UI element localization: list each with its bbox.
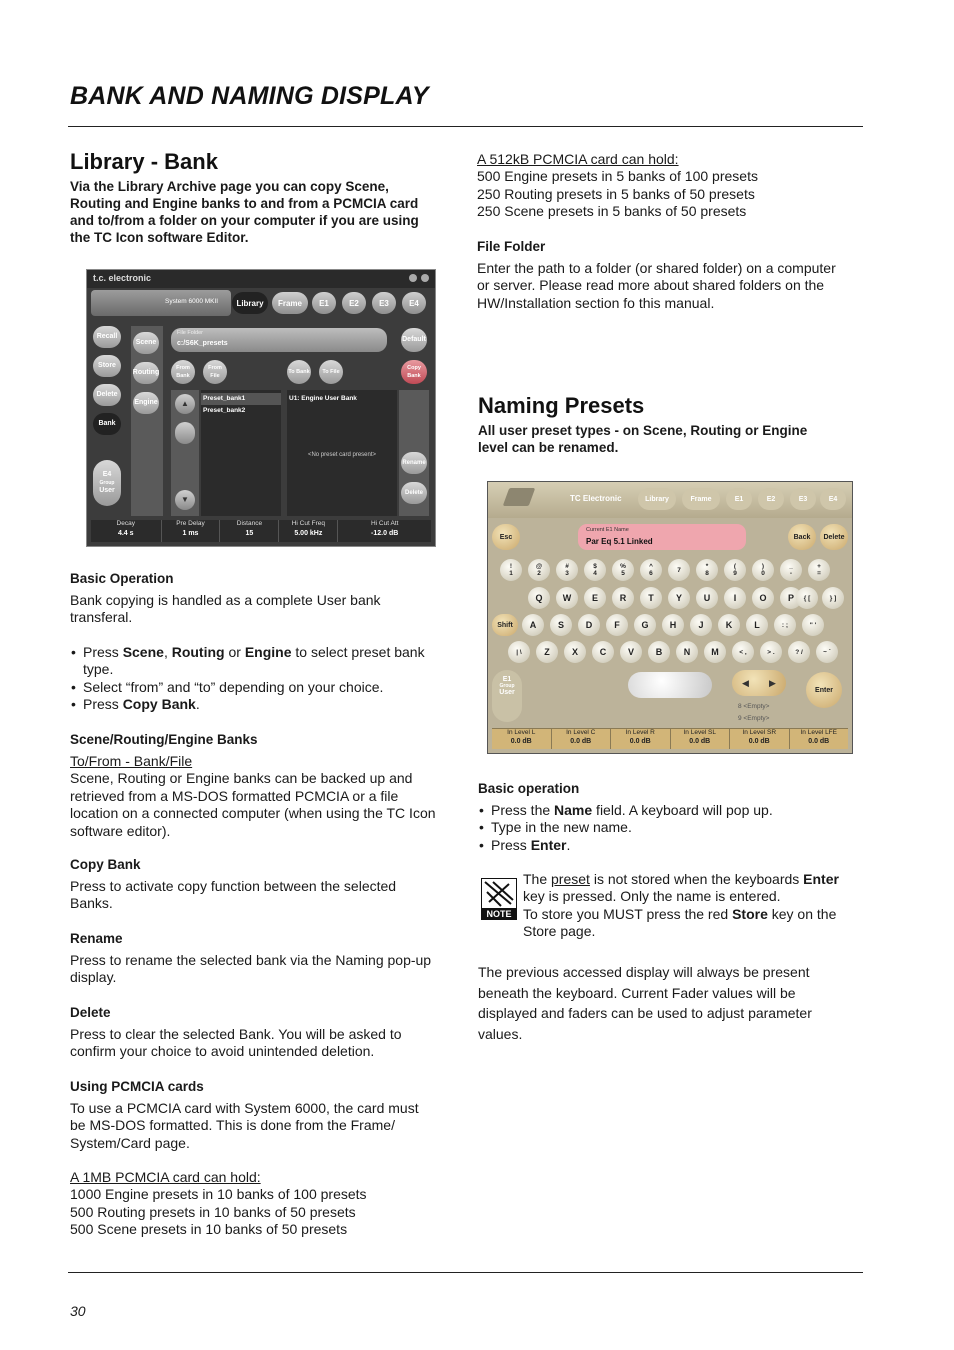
target-bank-label: U1: Engine User Bank (289, 395, 357, 402)
param-cell[interactable]: In Level SL 0.0 dB (671, 729, 731, 749)
brand-label: TC Electronic (570, 494, 622, 503)
note-text: The preset is not stored when the keyboards Enter key is pressed. Only the name is entered. To store you MUST press the red Store key on the Store page. (523, 871, 839, 940)
scroll-down-icon[interactable]: ▼ (175, 490, 195, 510)
page-number: 30 (70, 1303, 86, 1319)
arrow-right-icon[interactable]: ▶ (769, 677, 776, 688)
minimize-icon[interactable] (409, 274, 417, 282)
pcmcia-512kb-capacity: A 512kB PCMCIA card can hold: 500 Engine presets in 5 banks of 100 presets 250 Routing presets in 5 banks of 50 presets 250 Scene presets in 5 banks of 50 presets (477, 151, 758, 220)
key-q[interactable]: Q (528, 587, 550, 609)
key-k[interactable]: K (718, 614, 740, 636)
file-folder-field[interactable]: File Folder c:/S6K_presets (171, 328, 387, 352)
key-b[interactable]: B (648, 641, 670, 663)
file-folder-value: c:/S6K_presets (177, 340, 228, 347)
key[interactable]: _ - (780, 559, 802, 581)
delete-heading: Delete (70, 1005, 111, 1020)
key-z[interactable]: Z (536, 641, 558, 663)
key[interactable]: 7 (668, 559, 690, 581)
param-cell[interactable]: In Level SR 0.0 dB (730, 729, 790, 749)
rename-heading: Rename (70, 931, 123, 946)
param-cell[interactable]: In Level LFE 0.0 dB (800, 729, 837, 745)
delete-text: Press to clear the selected Bank. You will be asked to confirm your choice to avoid unintended deletion. (70, 1026, 402, 1060)
param-cell[interactable]: In Level L 0.0 dB (492, 729, 552, 749)
key-slash[interactable]: ? / (788, 641, 810, 663)
key-period[interactable]: > . (760, 641, 782, 663)
key-v[interactable]: V (620, 641, 642, 663)
key[interactable]: ) 0 (752, 559, 774, 581)
key-m[interactable]: M (704, 641, 726, 663)
system-name: System 6000 MKII (165, 298, 219, 305)
scroll-thumb[interactable] (175, 422, 195, 444)
key-bracket-close[interactable]: } ] (822, 587, 844, 609)
key-tilde[interactable]: ~ ` (816, 641, 838, 663)
key-x[interactable]: X (564, 641, 586, 663)
screenshot-titlebar (87, 270, 435, 288)
key[interactable]: ( 9 (724, 559, 746, 581)
library-bank-title: Library - Bank (70, 149, 218, 174)
key[interactable]: ! 1 (500, 559, 522, 581)
basic-operation-text: Bank copying is handled as a complete User bank transferal. (70, 592, 381, 626)
to-file-button[interactable]: To File (319, 360, 343, 384)
key-i[interactable]: I (724, 587, 746, 609)
close-icon[interactable] (421, 274, 429, 282)
list-item[interactable]: Preset_bank2 (203, 407, 246, 414)
back-button[interactable]: Back (788, 524, 816, 550)
footer-rule (68, 1272, 863, 1273)
scroll-up-icon[interactable]: ▲ (175, 394, 195, 414)
key-comma[interactable]: < , (732, 641, 754, 663)
brand-logo: t.c. electronic (93, 273, 152, 283)
key[interactable]: @ 2 (528, 559, 550, 581)
cursor-arrows[interactable] (732, 670, 786, 696)
tab-e4[interactable]: E4 (820, 488, 846, 510)
key-l[interactable]: L (746, 614, 768, 636)
tab-e2[interactable]: E2 (342, 292, 366, 314)
engine-button[interactable]: Engine (133, 392, 159, 414)
key-j[interactable]: J (690, 614, 712, 636)
tab-e4[interactable]: E4 (402, 292, 426, 314)
delete-button[interactable]: Delete (93, 384, 121, 406)
list-item[interactable]: Preset_bank1 (201, 393, 281, 405)
key-r[interactable]: R (612, 587, 634, 609)
name-field-value: Par Eq 5.1 Linked (586, 537, 653, 546)
library-bank-lead: Via the Library Archive page you can copy Scene, Routing and Engine banks to and from a PCMCIA card and to/from a folder on your computer if you are using the TC Icon software Editor. (70, 179, 419, 245)
naming-presets-lead: All user preset types - on Scene, Routing or Engine level can be renamed. (478, 423, 808, 455)
list-item: • Press Scene, Routing or Engine to select preset bank (70, 644, 460, 661)
param-cell[interactable]: In Level R 0.0 dB (611, 729, 671, 749)
param-cell[interactable]: In Level C 0.0 dB (552, 729, 612, 749)
pcmcia-heading: Using PCMCIA cards (70, 1079, 204, 1094)
routing-button[interactable]: Routing (133, 362, 159, 384)
key-w[interactable]: W (556, 587, 578, 609)
copy-bank-heading: Copy Bank (70, 857, 141, 872)
system-header (91, 290, 231, 316)
scene-button[interactable]: Scene (133, 332, 159, 354)
from-file-button[interactable]: From File (203, 360, 227, 384)
key[interactable]: * 8 (696, 559, 718, 581)
group-selector[interactable]: E1 Group User (492, 670, 522, 722)
pcmcia-1mb-capacity: A 1MB PCMCIA card can hold: 1000 Engine presets in 10 banks of 100 presets 500 Routing presets in 10 banks of 50 presets 500 Scene presets in 10 banks of 50 presets (70, 1169, 367, 1238)
key[interactable]: + = (808, 559, 830, 581)
closing-text: The previous accessed display will always be present beneath the keyboard. Current Fader values will be displayed and faders can be used to adjust parameter values. (478, 964, 812, 1042)
pcmcia-text: To use a PCMCIA card with System 6000, the card must be MS-DOS formatted. This is done from the Frame/ System/Card page. (70, 1100, 419, 1151)
param-cell[interactable]: Pre Delay 1 ms (162, 520, 221, 542)
tab-frame[interactable]: Frame (272, 292, 308, 314)
device-icon (503, 488, 536, 506)
param-cell[interactable]: Hi Cut Att -12.0 dB (370, 520, 399, 537)
page-title: BANK AND NAMING DISPLAY (70, 82, 429, 110)
key[interactable]: $ 4 (584, 559, 606, 581)
key-h[interactable]: H (662, 614, 684, 636)
list-item: • Select “from” and “to” depending on your choice. (70, 679, 460, 696)
shift-button[interactable]: Shift (492, 614, 518, 636)
type-panel (131, 326, 163, 516)
basic-operation-heading: Basic Operation (70, 571, 174, 586)
key[interactable]: % 5 (612, 559, 634, 581)
store-button[interactable]: Store (93, 355, 121, 377)
key-f[interactable]: F (606, 614, 628, 636)
naming-presets-title: Naming Presets (478, 393, 645, 418)
key-semicolon[interactable]: : ; (774, 614, 796, 636)
key-d[interactable]: D (578, 614, 600, 636)
naming-basic-operation-list (478, 802, 858, 854)
key-c[interactable]: C (592, 641, 614, 663)
list-item: • Type in the new name. (478, 819, 858, 836)
name-field-label: Current E1 Name (586, 527, 629, 533)
key-p[interactable]: P (780, 587, 802, 609)
preset-list (201, 390, 281, 516)
target-bank-list (287, 390, 397, 516)
copy-bank-button[interactable]: Copy Bank (401, 360, 427, 384)
list-item: • Press the Name field. A keyboard will pop up. (478, 802, 858, 819)
banks-heading: Scene/Routing/Engine Banks (70, 732, 258, 747)
copy-bank-text: Press to activate copy function between the selected Banks. (70, 878, 397, 912)
parameter-bar (91, 520, 431, 542)
key[interactable]: # 3 (556, 559, 578, 581)
basic-operation-list (70, 644, 460, 714)
keyboard-screenshot (487, 481, 853, 754)
note-icon (481, 878, 517, 920)
list-item: • Press Enter. (478, 837, 858, 854)
list-item: • Press Copy Bank. (70, 696, 460, 713)
bank-button[interactable]: Bank (93, 413, 121, 435)
rename-button[interactable]: Rename (401, 452, 427, 474)
tab-library[interactable]: Library (638, 488, 676, 510)
banks-text: To/From - Bank/File Scene, Routing or Engine banks can be backed up and retrieved from a MS-DOS formatted PCMCIA or a file location on a connected computer (when using the TC Icon software editor). (70, 753, 436, 839)
empty-slots: 8 <Empty> 9 <Empty> (738, 703, 770, 722)
tab-e1[interactable]: E1 (312, 292, 336, 314)
tab-e2[interactable]: E2 (758, 488, 784, 510)
key-n[interactable]: N (676, 641, 698, 663)
key-s[interactable]: S (550, 614, 572, 636)
key-u[interactable]: U (696, 587, 718, 609)
key-backslash[interactable]: | \ (508, 641, 530, 663)
key-g[interactable]: G (634, 614, 656, 636)
space-bar[interactable] (628, 672, 712, 698)
key-t[interactable]: T (640, 587, 662, 609)
key-bracket-open[interactable]: { [ (796, 587, 818, 609)
key[interactable]: ^ 6 (640, 559, 662, 581)
tab-e3[interactable]: E3 (372, 292, 396, 314)
key-e[interactable]: E (584, 587, 606, 609)
delete-button[interactable]: Delete (820, 524, 848, 550)
key-quote[interactable]: " ' (802, 614, 824, 636)
group-selector[interactable]: E4 Group User (93, 460, 121, 506)
delete-bank-button[interactable]: Delete (401, 482, 427, 504)
param-cell[interactable]: Decay 4.4 s (91, 520, 162, 542)
name-field[interactable] (578, 524, 746, 550)
parameter-bar (492, 728, 848, 749)
recall-button[interactable]: Recall (93, 326, 121, 348)
file-folder-text: Enter the path to a folder (or shared folder) on a computer or server. Please read more about shared folders on the HW/Installation section fo this manual. (477, 260, 836, 311)
enter-button[interactable]: Enter (806, 672, 842, 708)
file-folder-heading: File Folder (477, 239, 546, 254)
key-y[interactable]: Y (668, 587, 690, 609)
tab-e1[interactable]: E1 (726, 488, 752, 510)
from-bank-button[interactable]: From Bank (171, 360, 195, 384)
default-button[interactable]: Default (401, 328, 427, 352)
keyboard-header (488, 482, 852, 518)
esc-button[interactable]: Esc (492, 524, 520, 550)
list-item-continuation: type. (83, 661, 114, 678)
key-a[interactable]: A (522, 614, 544, 636)
empty-card-message: <No preset card present> (307, 452, 377, 458)
tab-frame[interactable]: Frame (682, 488, 720, 510)
tab-e3[interactable]: E3 (790, 488, 816, 510)
param-cell[interactable]: Distance 15 (220, 520, 279, 542)
arrow-left-icon[interactable]: ◀ (742, 677, 749, 688)
header-rule (68, 126, 863, 127)
tab-library[interactable]: Library (232, 292, 268, 314)
naming-basic-operation-heading: Basic operation (478, 781, 580, 796)
to-bank-button[interactable]: To Bank (287, 360, 311, 384)
note-label: NOTE (486, 909, 512, 919)
key-o[interactable]: O (752, 587, 774, 609)
library-screenshot (86, 269, 436, 547)
rename-text: Press to rename the selected bank via the Naming pop-up display. (70, 952, 432, 986)
param-cell[interactable]: Hi Cut Freq 5.00 kHz (279, 520, 338, 542)
